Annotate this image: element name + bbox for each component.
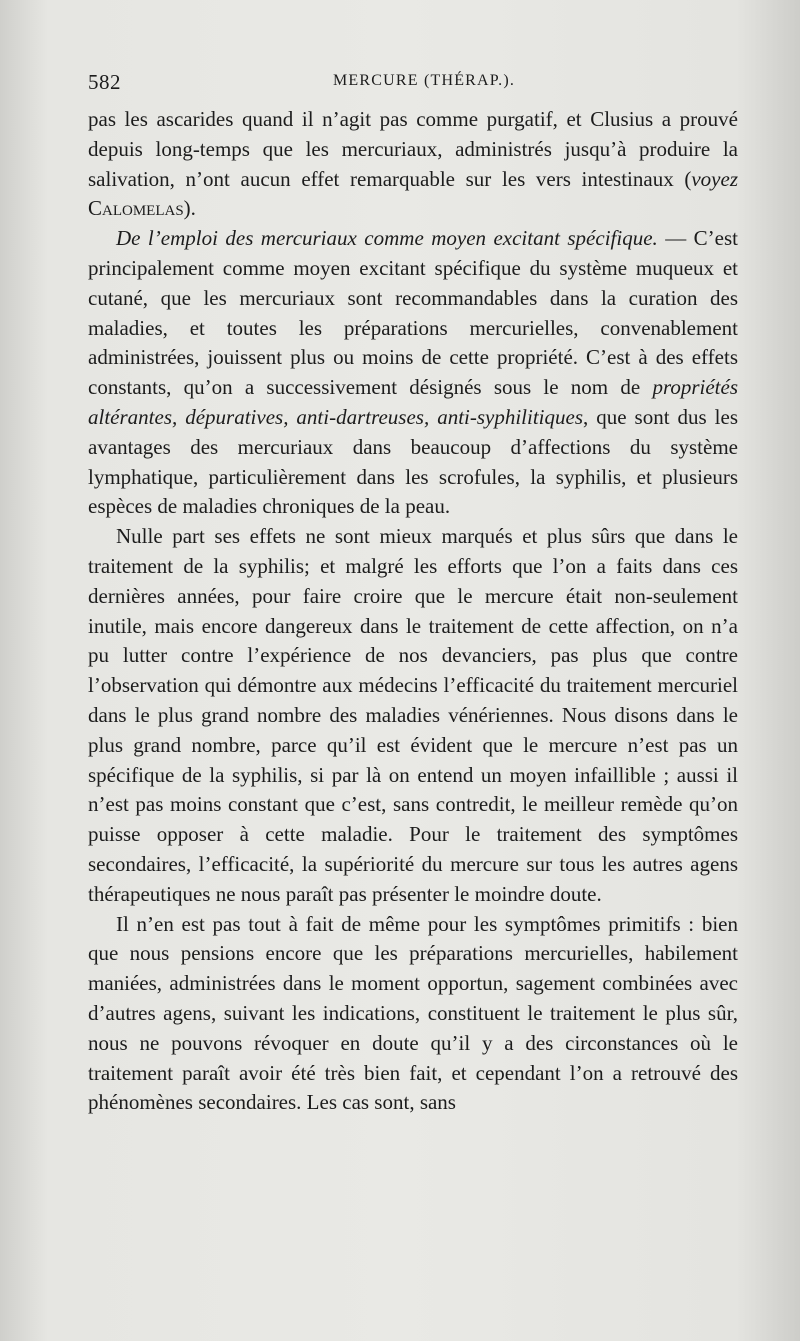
p1-ref-smallcaps: Calomelas [88,196,184,221]
p2-terms: propriétés altérantes, dépuratives, anti-dartreuses, anti-syphilitiques [88,375,738,429]
body-text [88,105,738,1118]
paragraph-2 [88,224,738,522]
p2-text-a: — C’est principalement comme moyen excitant spécifique du système muqueux et cutané, que les mercuriaux sont recommandables dans la curation des maladies, et toutes les préparations mercurielles, convenablement administrées, jouissent plus ou moins de cette propriété. C’est à des effets constants, qu’on a successivement désignés sous le nom de [88,226,739,400]
running-head [88,70,738,100]
p1-text: pas les ascarides quand il n’agit pas comme purgatif, et Clusius a prouvé depuis long-temps que les mercuriaux, administrés jusqu’à produire la salivation, n’ont aucun effet remarquable sur les vers intestinaux ( [88,107,738,191]
header-title: MERCURE (THÉRAP.). [333,72,516,89]
paragraph-1 [88,105,738,224]
p2-text-b: , que sont dus les avantages des mercuriaux dans beaucoup d’affections du système lymphatique, particulièrement dans les scrofules, la syphilis, et plusieurs espèces de maladies chroniques de la peau. [88,404,738,519]
paragraph-4: Il n’en est pas tout à fait de même pour les symptômes primitifs : bien que nous pensions encore que les préparations mercurielles, habilement maniées, administrées dans le moment opportun, sagement combinées avec d’autres agens, suivant les indications, constituent le traitement le plus sûr, nous ne pouvons révoquer en doute qu’il y a des circonstances où le traitement paraît avoir été très bien fait, et cependant l’on a retrouvé des phénomènes secondaires. Les cas sont, sans [88,911,738,1115]
paragraph-3: Nulle part ses effets ne sont mieux marqués et plus sûrs que dans le traitement de la syphilis; et malgré les efforts que l’on a faits dans ces dernières années, pour faire croire que le mercure était non-seulement inutile, mais encore dangereux dans le traitement de cette affection, on n’a pu lutter contre l’expérience de nos devanciers, pas plus que contre l’observation qui démontre aux médecins l’efficacité du traitement mercuriel dans le plus grand nombre des maladies vénériennes. Nous disons dans le plus grand nombre, parce qu’il est évident que le mercure n’est pas un spécifique de la syphilis, si par là on entend un moyen infaillible ; aussi il n’est pas moins constant que c’est, sans contredit, le meilleur remède qu’on puisse opposer à cette maladie. Pour le traitement des symptômes secondaires, l’efficacité, la supériorité du mercure sur tous les autres agens thérapeutiques ne nous paraît pas présenter le moindre doute. [88,524,738,906]
p1-ref-italic: voyez [691,166,738,191]
page-number: 582 [88,70,121,94]
p1-end: ). [183,196,196,221]
section-heading: De l’emploi des mercuriaux comme moyen excitant spécifique. [116,226,658,251]
